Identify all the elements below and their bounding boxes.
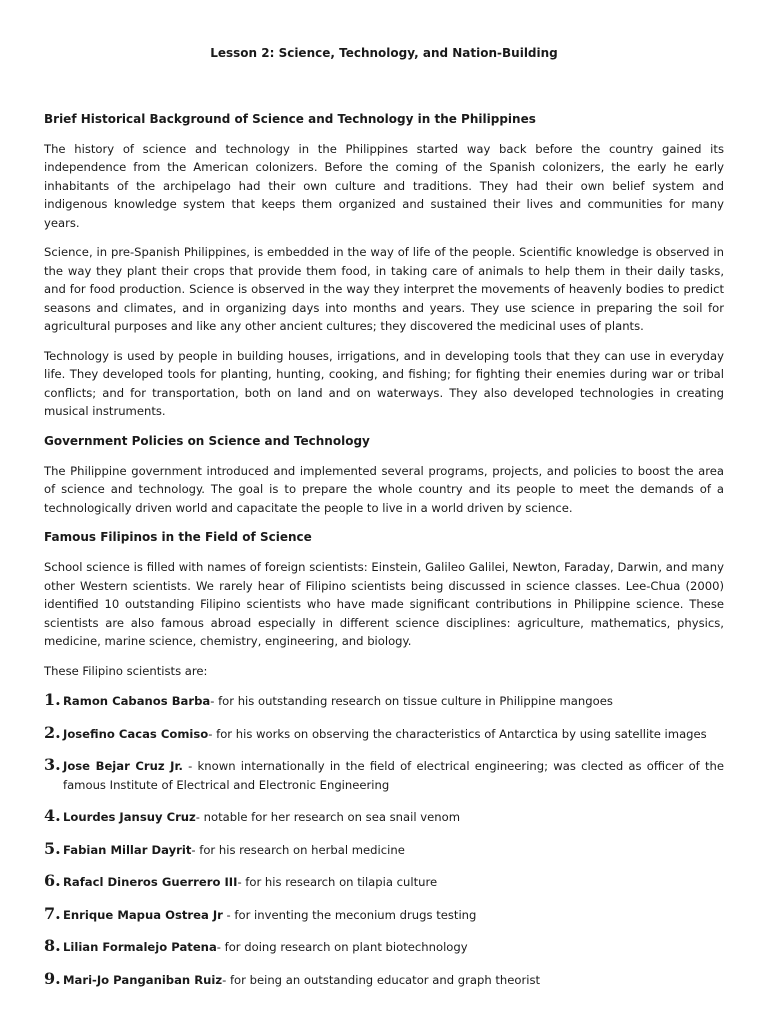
scientist-name: Jose Bejar Cruz Jr. (63, 759, 183, 773)
section-heading: Brief Historical Background of Science and Technology in the Philippines (44, 111, 536, 126)
scientist-description: - for inventing the meconium drugs testing (222, 907, 477, 922)
scientist-description: - for his outstanding research on tissue culture in Philippine mangoes (210, 694, 613, 708)
paragraph: The history of science and technology in the Philippines started way back before the country gained its independence from the American colonizers. Before the coming of the Spanish colonizers, the early he early inhabitants of the archipelago had their own culture and traditions. They had their own belief system and indigenous knowledge system that keeps them organized and sustained their lives and communities for many years. (44, 141, 724, 230)
list-item (44, 873, 724, 892)
scientist-description: - for his research on tilapia culture (237, 875, 438, 889)
scientist-description: - for his works on observing the characteristics of Antarctica by using satellite images (208, 726, 707, 741)
paragraph: The Philippine government introduced and implemented several programs, projects, and policies to boost the area of science and technology. The goal is to prepare the whole country and its people to meet the demands of a technologically driven world and capacitate the people to live in a world driven by science. (44, 463, 724, 515)
scientist-name: Ramon Cabanos Barba (63, 694, 211, 708)
scientist-name: Lourdes Jansuy Cruz (63, 810, 196, 824)
scientist-description: - for doing research on plant biotechnology (216, 940, 468, 954)
list-number: 4. (44, 806, 61, 825)
list-item (44, 692, 724, 711)
scientist-name: Lilian Formalejo Patena (63, 940, 217, 954)
section-heading: Famous Filipinos in the Field of Science (44, 530, 312, 544)
scientist-name: Mari-Jo Panganiban Ruiz (63, 972, 223, 987)
list-number: 9. (44, 968, 61, 988)
scientist-description: - known internationally in the field of electrical engineering; was clected as officer of the famous Institute of Electrical and Electronic Engineering (63, 759, 724, 792)
scientist-description: - for his research on herbal medicine (191, 842, 405, 857)
scientist-description: - for being an outstanding educator and graph theorist (222, 972, 541, 987)
list-item (44, 808, 724, 827)
list-number: 3. (44, 755, 61, 774)
scientist-name: Enrique Mapua Ostrea Jr (63, 907, 223, 922)
list-item (44, 722, 724, 744)
list-number: 2. (44, 722, 61, 742)
list-number: 1. (44, 690, 61, 709)
list-number: 7. (44, 903, 61, 923)
paragraph: Technology is used by people in building houses, irrigations, and in developing tools that they can use in everyday life. They developed tools for planting, hunting, cooking, and fishing; for fighting their enemies during war or tribal conflicts; and for transportation, both on land and on waterways. They also developed technologies in creating musical instruments. (44, 348, 724, 418)
scientist-name: Fabian Millar Dayrit (63, 842, 192, 857)
scientist-name: Rafacl Dineros Guerrero III (63, 875, 238, 889)
paragraph: Science, in pre-Spanish Philippines, is embedded in the way of life of the people. Scientific knowledge is observed in the way they plant their crops that provide them food, in taking care of animals to help them in their daily tasks, and for food production. Science is observed in the way they interpret the movements of heavenly bodies to predict seasons and climates, and in organizing days into months and years. They use science in preparing the soil for agricultural purposes and like any other ancient cultures; they discovered the medicinal uses of plants. (44, 245, 724, 333)
list-number: 6. (44, 871, 61, 890)
scientist-name: Josefino Cacas Comiso (63, 726, 209, 741)
paragraph: School science is filled with names of foreign scientists: Einstein, Galileo Galilei, Newton, Faraday, Darwin, and many other Western scientists. We rarely hear of Filipino scientists being discussed in science classes. Lee-Chua (2000) identified 10 outstanding Filipino scientists who have made significant contributions in Philippine science. These scientists are also famous abroad especially in different science disciplines: agriculture, mathematics, physics, medicine, marine science, chemistry, engineering, and biology. (44, 560, 724, 648)
list-item (44, 838, 724, 860)
page-title: Lesson 2: Science, Technology, and Nation-Building (210, 46, 558, 60)
list-item (44, 757, 724, 794)
list-item (44, 968, 724, 990)
list-item (44, 903, 724, 925)
list-number: 8. (44, 936, 61, 955)
list-number: 5. (44, 838, 61, 858)
list-item (44, 938, 724, 957)
scientist-list (44, 692, 724, 989)
paragraph: These Filipino scientists are: (44, 663, 208, 678)
scientist-description: - notable for her research on sea snail venom (195, 810, 460, 824)
section-heading: Government Policies on Science and Technology (44, 433, 370, 448)
